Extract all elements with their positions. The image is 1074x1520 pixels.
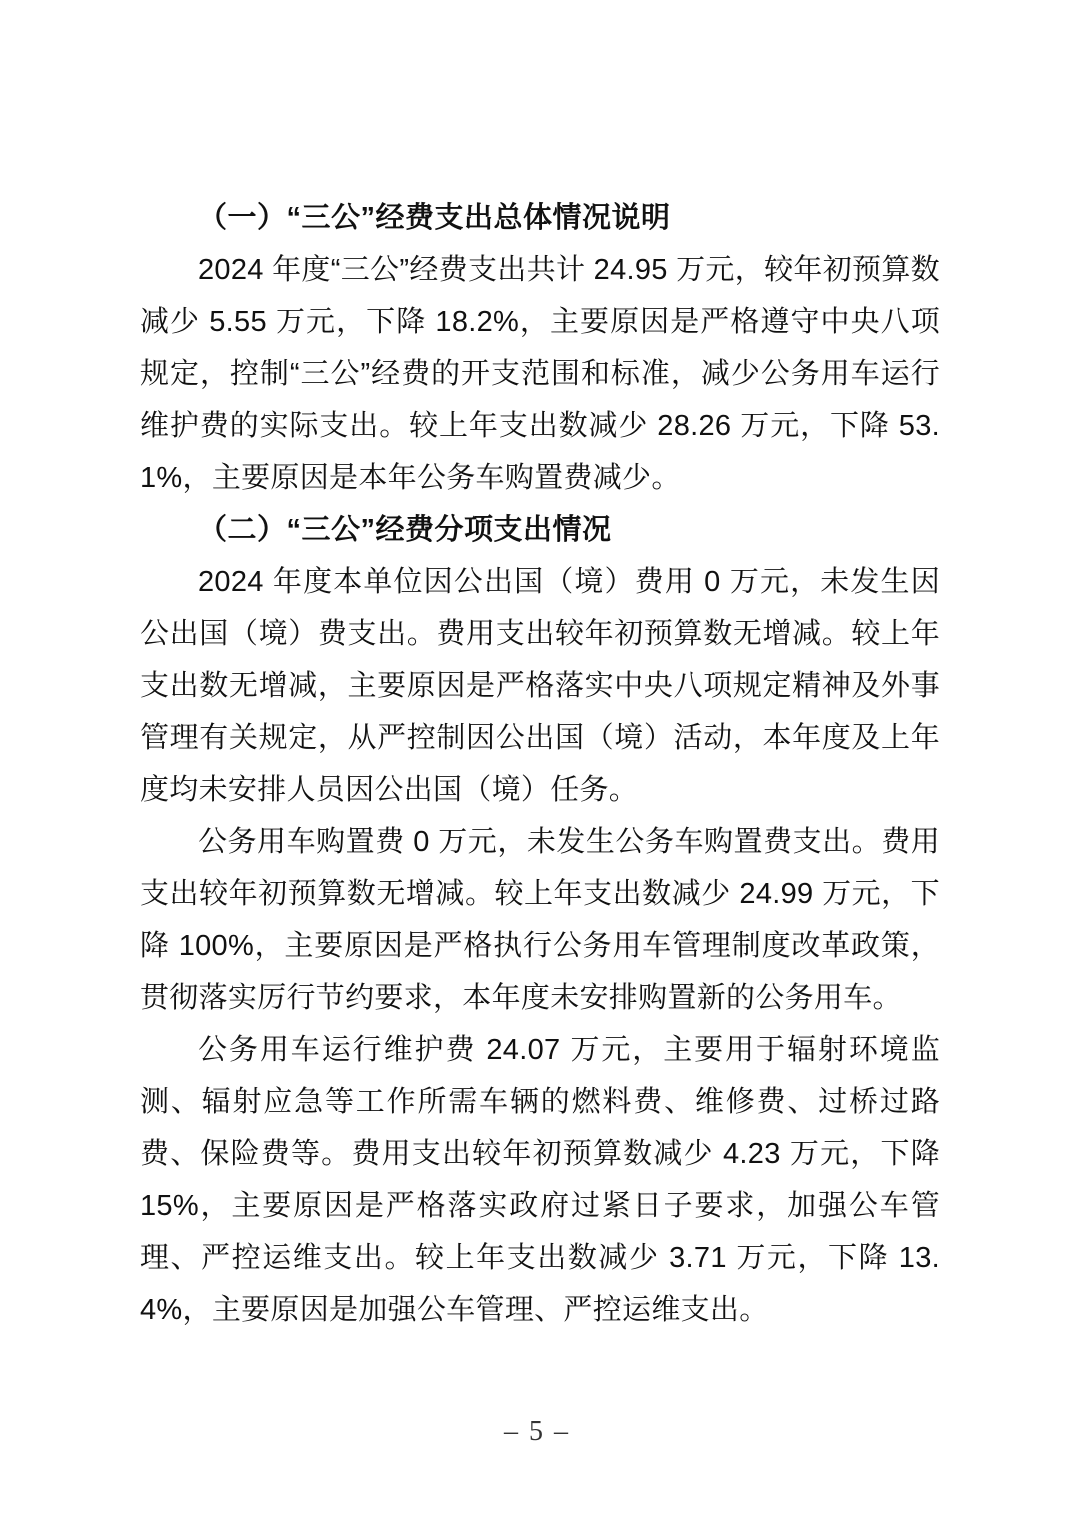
paragraph-abroad-expense: 2024 年度本单位因公出国（境）费用 0 万元，未发生因公出国（境）费支出。费用支出较年初预算数无增减。较上年支出数无增减，主要原因是严格落实中央八项规定精神及外事管理有关规定，从严控制因公出国（境）活动，本年度及上年度均未安排人员因公出国（境）任务。 xyxy=(140,566,940,806)
page-number: – 5 – xyxy=(504,1416,570,1447)
document-body xyxy=(140,192,940,1336)
paragraph-overall-expense: 2024 年度“三公”经费支出共计 24.95 万元，较年初预算数减少 5.55 万元，下降 18.2%，主要原因是严格遵守中央八项规定，控制“三公”经费的开支范围和标准，减少公务用车运行维护费的实际支出。较上年支出数减少 28.26 万元，下降 53.1%，主要原因是本年公务车购置费减少。 xyxy=(140,254,940,494)
section-heading-1: （一）“三公”经费支出总体情况说明 xyxy=(198,202,671,234)
paragraph-vehicle-purchase-expense: 公务用车购置费 0 万元，未发生公务车购置费支出。费用支出较年初预算数无增减。较上年支出数减少 24.99 万元，下降 100%，主要原因是严格执行公务用车管理制度改革政策，贯彻落实厉行节约要求，本年度未安排购置新的公务用车。 xyxy=(140,826,940,1014)
section-heading-2: （二）“三公”经费分项支出情况 xyxy=(198,514,612,546)
paragraph-vehicle-maintenance-expense: 公务用车运行维护费 24.07 万元，主要用于辐射环境监测、辐射应急等工作所需车辆的燃料费、维修费、过桥过路费、保险费等。费用支出较年初预算数减少 4.23 万元，下降 15%，主要原因是严格落实政府过紧日子要求，加强公车管理、严控运维支出。较上年支出数减少 3.71 万元，下降 13.4%，主要原因是加强公车管理、严控运维支出。 xyxy=(140,1034,940,1326)
